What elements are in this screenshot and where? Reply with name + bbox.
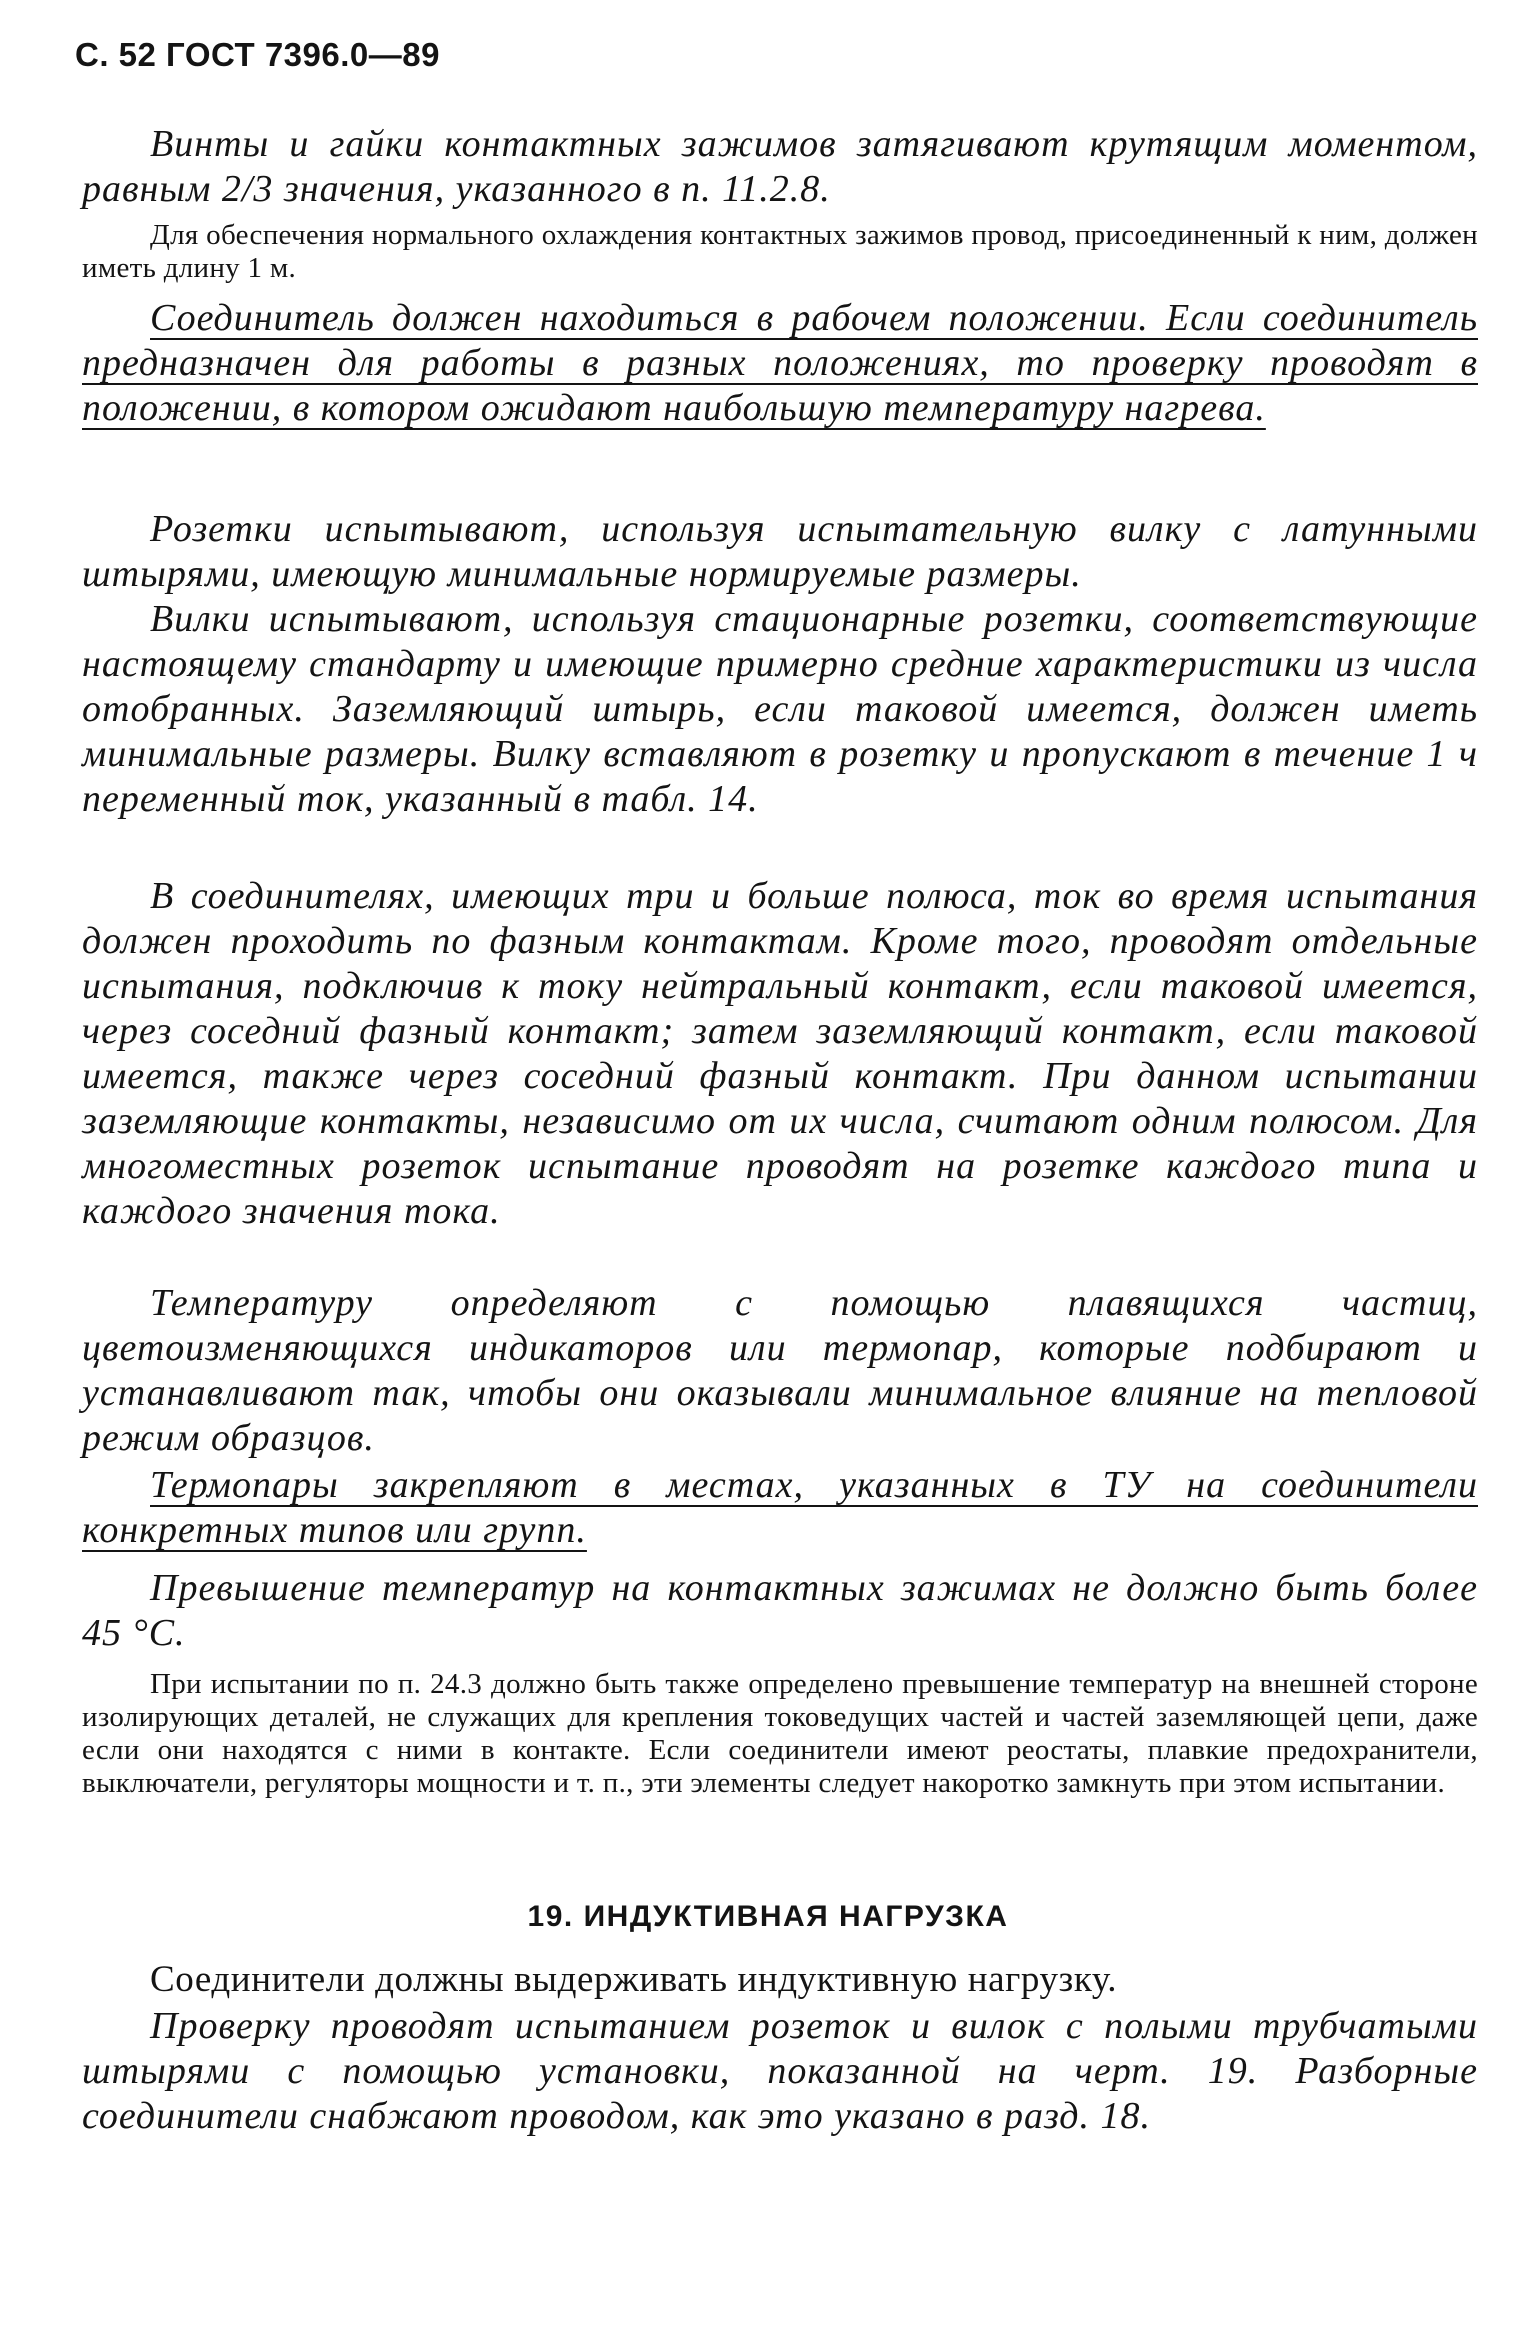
section-heading-inductive-load: 19. ИНДУКТИВНАЯ НАГРУЗКА [527,1900,1009,1933]
page-header: С. 52 ГОСТ 7396.0—89 [75,36,440,73]
paragraph-thermocouples: Термопары закрепляют в местах, указанных в ТУ на соединители конкретных типов или групп. [82,1464,1478,1551]
paragraph-inductive-load-test: Проверку проводят испытанием розеток и вилок с полыми трубчатыми штырями с помощью установки, показанной на черт. 19. Разборные соединители снабжают проводом, как это указано в разд. 18. [82,2005,1478,2137]
paragraph-wire-length: Для обеспечения нормального охлаждения контактных зажимов провод, присоединенный к ним, должен иметь длину 1 м. [82,219,1478,284]
paragraph-working-position: Соединитель должен находиться в рабочем положении. Если соединитель предназначен для работы в разных положениях, то проверку проводят в положении, в котором ожидают наибольшую температуру нагрева. [82,297,1478,429]
paragraph-temperature-rise-limit: Превышение температур на контактных зажимах не должно быть более 45 °С. [82,1567,1478,1654]
paragraph-insulating-parts: При испытании по п. 24.3 должно быть также определено превышение температур на внешней стороне изолирующих деталей, не служащих для крепления токоведущих частей и частей заземляющей цепи, даже если они находятся с ними в контакте. Если соединители имеют реостаты, плавкие предохранители, выключатели, регуляторы мощности и т. п., эти элементы следует накоротко замкнуть при этом испытании. [82,1668,1478,1799]
paragraph-socket-testing: Розетки испытывают, используя испытательную вилку с латунными штырями, имеющую минимальные нормируемые размеры. [82,508,1478,595]
paragraph-multipole-testing: В соединителях, имеющих три и больше полюса, ток во время испытания должен проходить по фазным контактам. Кроме того, проводят отдельные испытания, подключив к току нейтральный контакт, если таковой имеется, через соседний фазный контакт; затем заземляющий контакт, если таковой имеется, также через соседний фазный контакт. При данном испытании заземляющие контакты, независимо от их числа, считают одним полюсом. Для многоместных розеток испытание проводят на розетке каждого типа и каждого значения тока. [82,875,1478,1232]
paragraph-temperature-measurement: Температуру определяют с помощью плавящихся частиц, цветоизменяющихся индикаторов или термопар, которые подбирают и устанавливают так, чтобы они оказывали минимальное влияние на тепловой режим образцов. [82,1282,1478,1459]
paragraph-plug-testing: Вилки испытывают, используя стационарные розетки, соответствующие настоящему стандарту и имеющие примерно средние характеристики из числа отобранных. Заземляющий штырь, если таковой имеется, должен иметь минимальные размеры. Вилку вставляют в розетку и пропускают в течение 1 ч переменный ток, указанный в табл. 14. [82,598,1478,820]
paragraph-inductive-load-requirement: Соединители должны выдерживать индуктивную нагрузку. [150,1959,1118,2000]
paragraph-tightening-torque: Винты и гайки контактных зажимов затягивают крутящим моментом, равным 2/3 значения, указанного в п. 11.2.8. [82,123,1478,210]
